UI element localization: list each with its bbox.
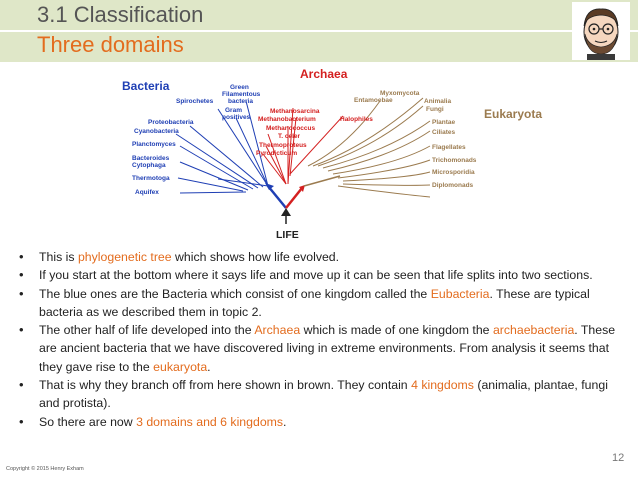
highlight-term: phylogenetic tree bbox=[77, 250, 172, 264]
phylogenetic-tree bbox=[118, 66, 578, 244]
bullet-text: The blue ones are the Bacteria which consist of one kingdom called the bbox=[39, 286, 431, 301]
taxon-label: Diplomonads bbox=[432, 182, 474, 189]
highlight-term: 3 domains and 6 kingdoms bbox=[136, 414, 284, 429]
taxon-label: T. celer bbox=[278, 133, 301, 140]
bullet-text: If you start at the bottom where it says life and move up it can be seen that life splits into two sections. bbox=[39, 268, 593, 283]
eukaryota-branches bbox=[308, 98, 430, 197]
archaea-labels bbox=[256, 108, 373, 157]
taxon-label: Animalia bbox=[424, 98, 452, 105]
bullet-text: which shows how life evolved. bbox=[171, 250, 340, 264]
bullet-item bbox=[14, 321, 626, 376]
taxon-label: Bacteroides bbox=[132, 155, 170, 162]
taxon-label: Ciliates bbox=[432, 129, 456, 136]
taxon-label: Entamoebae bbox=[354, 97, 393, 104]
bullet-text: . These are typical bacteria as we described them in topic 2. bbox=[39, 286, 590, 319]
taxon-label: Thermoproteus bbox=[259, 142, 307, 149]
bullet-text: So there are now bbox=[39, 414, 137, 429]
taxon-label: Methanobacterium bbox=[258, 116, 316, 123]
taxon-label: Proteobacteria bbox=[148, 119, 194, 126]
bullet-item bbox=[14, 248, 626, 266]
taxon-label: Cyanobacteria bbox=[134, 128, 179, 135]
taxon-label: Methanococcus bbox=[266, 125, 316, 132]
root-stems bbox=[265, 176, 340, 208]
taxon-label: Spirochetes bbox=[176, 98, 214, 105]
taxon-label: Green bbox=[230, 84, 249, 91]
teacher-avatar-icon bbox=[572, 2, 630, 60]
taxon-label: Plantae bbox=[432, 119, 456, 126]
bullet-list bbox=[14, 248, 626, 431]
bullet-text: . These are ancient bacteria that we have discovered living in extreme environments. From analysis it seems that they gave rise to the bbox=[39, 323, 616, 374]
bullet-item bbox=[14, 376, 626, 413]
bullet-text: which is made of one kingdom the bbox=[300, 323, 493, 338]
bullet-text: This is bbox=[39, 250, 78, 264]
taxon-label: bacteria bbox=[228, 98, 253, 105]
highlight-term: eukaryota bbox=[153, 359, 208, 374]
taxon-label: Filamentous bbox=[222, 91, 261, 98]
highlight-term: archaebacteria bbox=[492, 323, 575, 338]
bullet-text: . bbox=[207, 359, 211, 374]
bacteria-domain-label: Bacteria bbox=[122, 79, 170, 93]
taxon-label: Trichomonads bbox=[432, 157, 477, 164]
taxon-label: Microsporidia bbox=[432, 169, 475, 176]
taxon-label: Methanosarcina bbox=[270, 108, 320, 115]
bullet-item bbox=[14, 413, 626, 431]
bullet-text: The other half of life developed into the bbox=[39, 323, 255, 338]
highlight-term: 4 kingdoms bbox=[411, 378, 474, 393]
highlight-term: Archaea bbox=[254, 323, 301, 338]
taxon-label: Aquifex bbox=[135, 189, 159, 196]
bacteria-labels bbox=[132, 84, 261, 196]
taxon-label: Fungi bbox=[426, 106, 444, 113]
taxon-label: Halophiles bbox=[340, 116, 373, 123]
bullet-text: . bbox=[283, 414, 287, 429]
eukaryota-domain-label: Eukaryota bbox=[484, 107, 543, 121]
bullet-text: That is why they branch off from here shown in brown. They contain bbox=[39, 378, 412, 393]
taxon-label: Planctomyces bbox=[132, 141, 176, 148]
copyright-notice: Copyright © 2015 Henry Exham bbox=[6, 466, 84, 472]
page-subtitle: Three domains bbox=[37, 32, 184, 57]
taxon-label: Cytophaga bbox=[132, 162, 166, 169]
taxon-label: positives bbox=[222, 114, 251, 121]
page-title: 3.1 Classification bbox=[37, 2, 204, 27]
bullet-text: (animalia, plantae, fungi and protista). bbox=[39, 378, 608, 411]
root-label: LIFE bbox=[276, 229, 299, 241]
bullet-item bbox=[14, 266, 626, 284]
page-number: 12 bbox=[612, 452, 625, 464]
life-pointer bbox=[276, 208, 299, 241]
taxon-label: Flagellates bbox=[432, 144, 466, 151]
taxon-label: Myxomycota bbox=[380, 90, 420, 97]
taxon-label: Pyrodicticum bbox=[256, 150, 298, 157]
taxon-label: Gram bbox=[225, 107, 242, 114]
archaea-domain-label: Archaea bbox=[300, 67, 348, 81]
taxon-label: Thermotoga bbox=[132, 175, 170, 182]
bullet-item bbox=[14, 285, 626, 322]
highlight-term: Eubacteria bbox=[430, 286, 490, 301]
